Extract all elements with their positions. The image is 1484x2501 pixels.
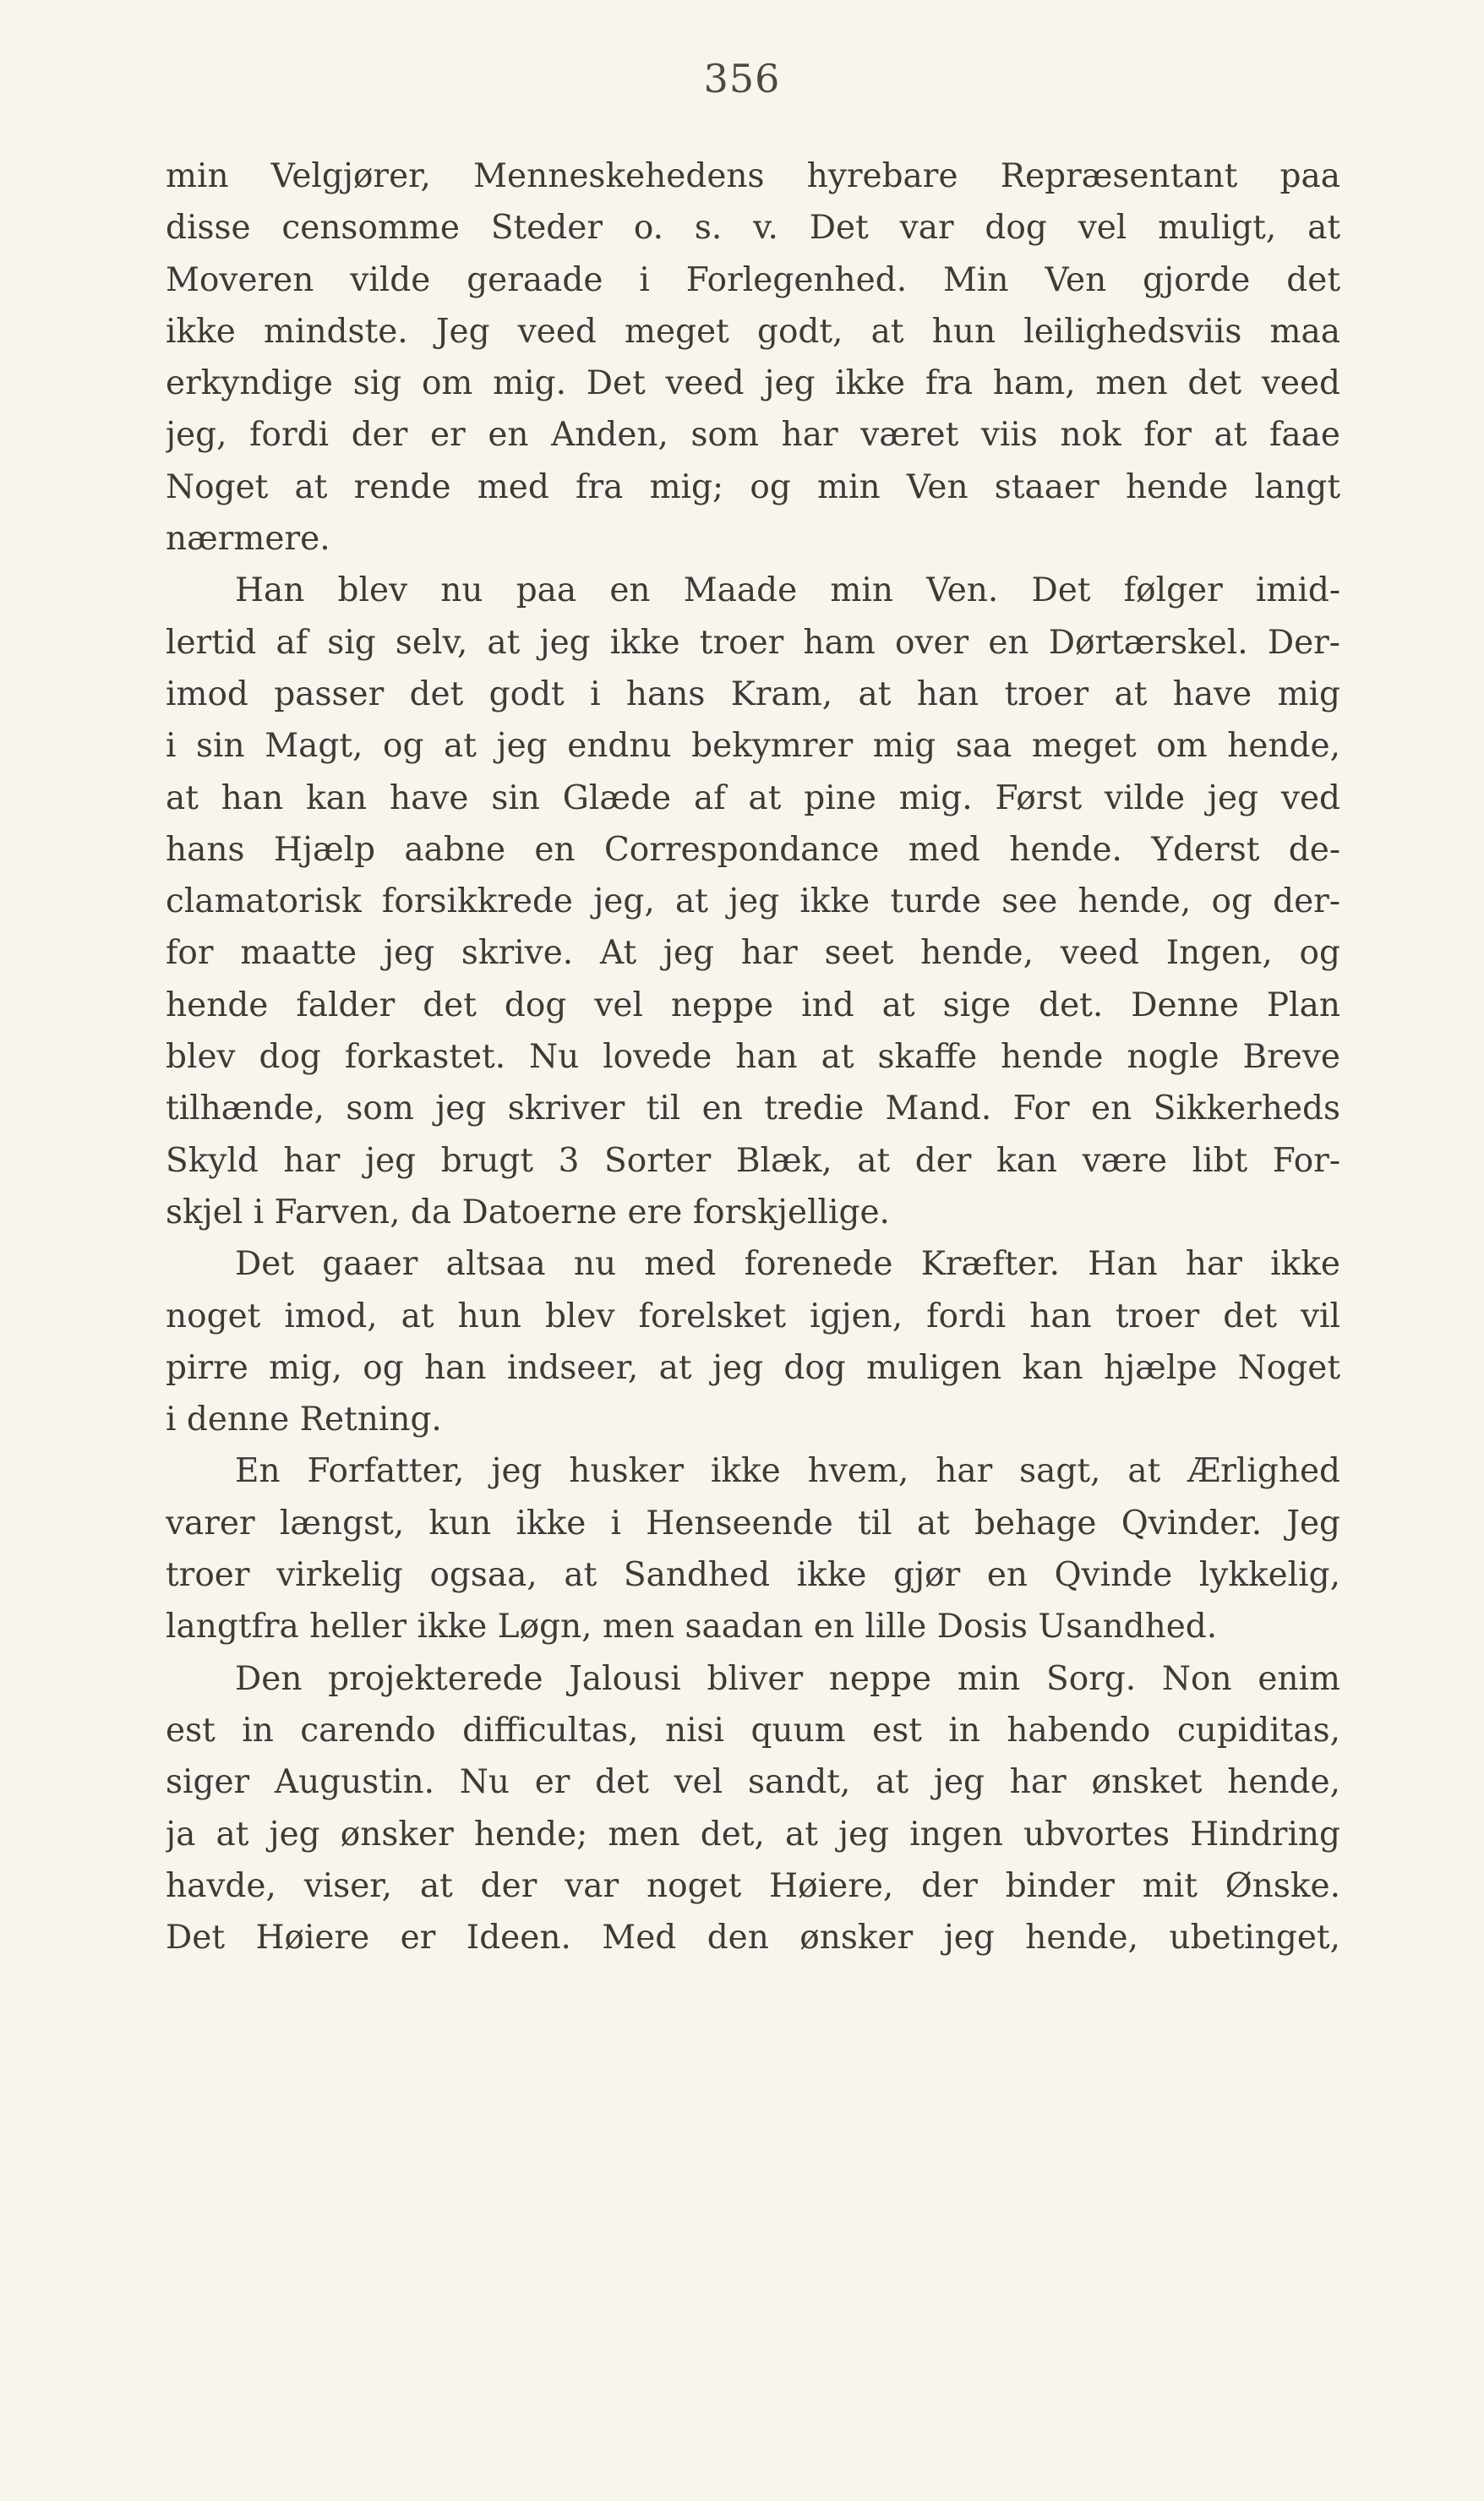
text-line: Han blev nu paa en Maade min Ven. Det følger imid-	[235, 571, 1340, 610]
text-line: pirre mig, og han indseer, at jeg dog muligen kan hjælpe Noget	[166, 1348, 1340, 1387]
text-line: troer virkelig ogsaa, at Sandhed ikke gjør en Qvinde lykkelig,	[166, 1556, 1340, 1595]
text-line: varer længst, kun ikke i Henseende til at behage Qvinder. Jeg	[166, 1504, 1340, 1543]
text-line: langtfra heller ikke Løgn, men saadan en lille Dosis Usandhed.	[166, 1608, 1218, 1646]
text-line: imod passer det godt i hans Kram, at han troer at have mig	[166, 674, 1340, 713]
text-line: Moveren vilde geraade i Forlegenhed. Min Ven gjorde det	[166, 260, 1340, 299]
text-line: Det gaaer altsaa nu med forenede Kræfter. Han har ikke	[235, 1245, 1340, 1284]
text-line: blev dog forkastet. Nu lovede han at skaffe hende nogle Breve	[166, 1038, 1340, 1077]
text-line: noget imod, at hun blev forelsket igjen, fordi han troer det vil	[166, 1297, 1340, 1335]
text-line: est in carendo difficultas, nisi quum est in habendo cupiditas,	[166, 1711, 1340, 1750]
text-line: i denne Retning.	[166, 1401, 442, 1439]
text-line: erkyndige sig om mig. Det veed jeg ikke fra ham, men det veed	[166, 364, 1340, 403]
text-line: tilhænde, som jeg skriver til en tredie Mand. For en Sikkerheds	[166, 1089, 1340, 1128]
text-line: skjel i Farven, da Datoerne ere forskjellige.	[166, 1193, 890, 1231]
text-line: havde, viser, at der var noget Høiere, der binder mit Ønske.	[166, 1866, 1340, 1905]
text-line: hende falder det dog vel neppe ind at sige det. Denne Plan	[166, 986, 1340, 1024]
text-line: at han kan have sin Glæde af at pine mig. Først vilde jeg ved	[166, 778, 1340, 817]
text-line: nærmere.	[166, 520, 330, 559]
body-text	[166, 150, 1340, 1963]
text-line: i sin Magt, og at jeg endnu bekymrer mig saa meget om hende,	[166, 727, 1340, 766]
text-line: Noget at rende med fra mig; og min Ven staaer hende langt	[166, 467, 1340, 506]
text-line: ikke mindste. Jeg veed meget godt, at hun leilighedsviis maa	[166, 312, 1340, 351]
text-line: clamatorisk forsikkrede jeg, at jeg ikke turde see hende, og der-	[166, 882, 1340, 921]
text-line: hans Hjælp aabne en Correspondance med hende. Yderst de-	[166, 830, 1340, 869]
text-line: disse censomme Steder o. s. v. Det var dog vel muligt, at	[166, 209, 1340, 248]
text-line: En Forfatter, jeg husker ikke hvem, har sagt, at Ærlighed	[235, 1452, 1340, 1491]
text-line: min Velgjører, Menneskehedens hyrebare Repræsentant paa	[166, 157, 1340, 195]
page-number: 356	[703, 56, 781, 101]
text-line: siger Augustin. Nu er det vel sandt, at jeg har ønsket hende,	[166, 1763, 1340, 1802]
text-line: Skyld har jeg brugt 3 Sorter Blæk, at der kan være libt For-	[166, 1141, 1340, 1180]
text-line: jeg, fordi der er en Anden, som har været viis nok for at faae	[166, 416, 1340, 455]
text-line: for maatte jeg skrive. At jeg har seet hende, veed Ingen, og	[166, 934, 1340, 973]
text-line: lertid af sig selv, at jeg ikke troer ham over en Dørtærskel. Der-	[166, 623, 1340, 662]
text-line: Det Høiere er Ideen. Med den ønsker jeg hende, ubetinget,	[166, 1919, 1340, 1958]
text-line: ja at jeg ønsker hende; men det, at jeg ingen ubvortes Hindring	[166, 1815, 1340, 1854]
text-line: Den projekterede Jalousi bliver neppe min Sorg. Non enim	[235, 1659, 1340, 1698]
